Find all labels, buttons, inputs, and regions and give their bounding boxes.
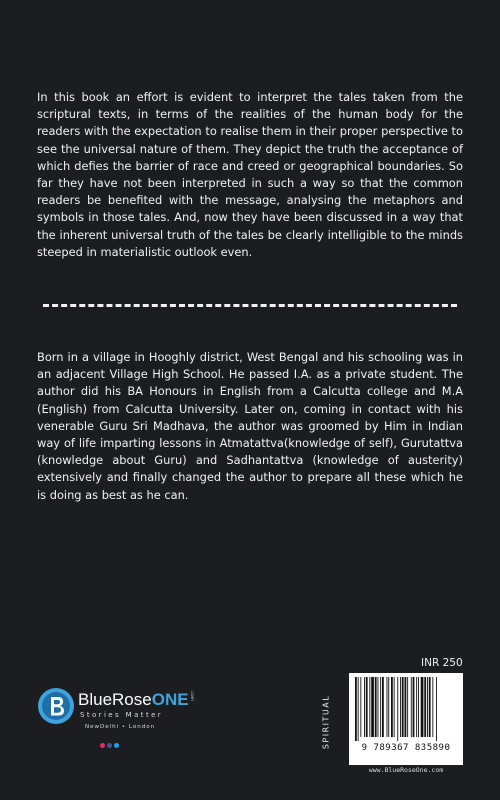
barcode-bar [391, 677, 393, 737]
barcode-bar [427, 677, 428, 737]
barcode-bar [371, 677, 374, 737]
barcode-bar [418, 677, 419, 737]
instagram-icon [100, 743, 105, 748]
price-label: INR 250 [421, 657, 463, 669]
barcode-bars [353, 677, 459, 741]
author-bio: Born in a village in Hooghly district, West Bengal and his schooling was in an adjacent Village High School. He passed I.A. as a private student. The author did his BA Honours in English from a Calcutta college and M.A (English) from Calcutta University. Later on, coming in contact with his venerable Guru Sri Madhava, the author was groomed by Him in Indian way of life imparting lessons in Atmatattva(knowledge of self), Gurutattva (knowledge about Guru) and Sadhantattva (knowledge of austerity) extensively and finally changed the author to prepare all these which he is doing as best as he can. [37, 350, 463, 502]
twitter-icon [114, 743, 119, 748]
barcode-bar [424, 677, 426, 737]
barcode-bar [436, 677, 437, 741]
barcode-bar [360, 677, 361, 737]
barcode-bar [411, 677, 412, 737]
barcode-bar [402, 677, 404, 737]
barcode-bar [364, 677, 365, 737]
barcode-bar [429, 677, 431, 737]
isbn-number: 9 789367 835890 [361, 743, 451, 753]
barcode-bar [394, 677, 395, 737]
barcode-bar [382, 677, 384, 737]
barcode-bar [405, 677, 407, 737]
barcode-bar [366, 677, 368, 737]
barcode-bar [378, 677, 379, 737]
isbn-barcode [349, 673, 463, 765]
publisher-logo [37, 687, 207, 747]
barcode-bar [355, 677, 357, 741]
book-blurb: In this book an effort is evident to interpret the tales taken from the scriptural texts, in terms of the realities of the human body for the readers with the expectation to realise them in their proper perspective to see the universal nature of them. They depict the truth the acceptance of which defies the barrier of race and creed or geographical boundaries. So far they have not been interpreted in such a way so that the common readers be benefited with the message, analysing the metaphors and symbols in those tales. And, now they have been discussed in a way that the inherent universal truth of the tales be clearly intelligible to the minds steeped in materialistic outlook even. [37, 90, 463, 259]
category-label: SPIRITUAL [321, 694, 331, 750]
bluerose-logo-icon [37, 687, 75, 725]
barcode-bar [380, 677, 381, 737]
barcode-bar [416, 677, 417, 737]
section-divider [43, 304, 457, 307]
barcode-bar [358, 677, 359, 741]
publisher-domain-suffix: .com [189, 690, 194, 702]
barcode-bar [369, 677, 370, 737]
barcode-bar [421, 677, 424, 737]
barcode-bar [375, 677, 377, 737]
social-icons [100, 733, 121, 739]
publisher-name: BlueRoseONE [78, 690, 189, 709]
barcode-bar [388, 677, 389, 737]
publisher-locations: NewDelhi • London [85, 724, 156, 730]
barcode-bar [400, 677, 401, 737]
barcode-bar [387, 677, 388, 737]
facebook-icon [107, 743, 112, 748]
publisher-tagline: Stories Matter [80, 711, 164, 719]
barcode-bar [413, 677, 415, 737]
barcode-bar [432, 677, 433, 737]
barcode-bar [397, 677, 398, 741]
publisher-website: www.BlueRoseOne.com [368, 766, 444, 774]
barcode-bar [407, 677, 408, 737]
